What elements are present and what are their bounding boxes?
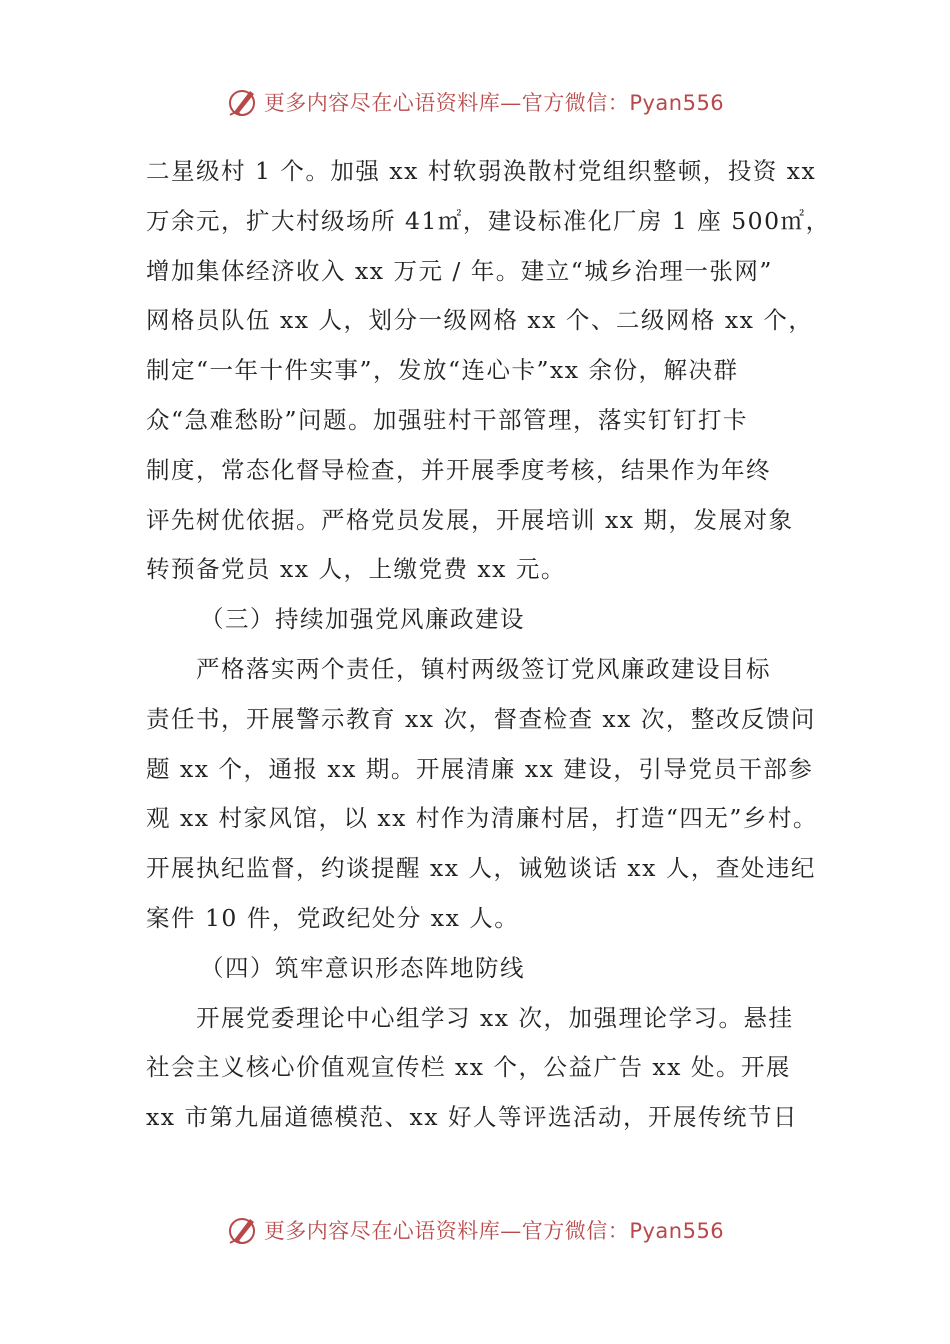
watermark-label: 更多内容尽在心语资料库—官方微信： <box>263 1219 630 1243</box>
text-line: 众“急难愁盼”问题。加强驻村干部管理，落实钉钉打卡 <box>146 405 749 434</box>
document-body <box>146 147 831 1143</box>
text-line: 严格落实两个责任，镇村两级签订党风廉政建设目标 <box>196 654 771 683</box>
watermark-wechat-id: Pyan556 <box>629 1219 725 1243</box>
text-line: 转预备党员 xx 人，上缴党费 xx 元。 <box>146 555 566 584</box>
text-line: 制度，常态化督导检查，并开展季度考核，结果作为年终 <box>146 455 771 484</box>
text-line: 观 xx 村家风馆，以 xx 村作为清廉村居，打造“四无”乡村。 <box>146 804 818 833</box>
watermark-text <box>264 1215 724 1245</box>
text-line: 网格员队伍 xx 人，划分一级网格 xx 个、二级网格 xx 个， <box>146 306 814 335</box>
section-heading: （四）筑牢意识形态阵地防线 <box>200 953 525 982</box>
text-line: 增加集体经济收入 xx 万元 / 年。建立“城乡治理一张网” <box>146 256 773 285</box>
watermark-wechat-id: Pyan556 <box>629 91 725 115</box>
text-line: 开展执纪监督，约谈提醒 xx 人，诫勉谈话 xx 人，查处违纪 <box>146 854 816 883</box>
quill-pen-logo-icon <box>226 1213 260 1247</box>
watermark-label: 更多内容尽在心语资料库—官方微信： <box>263 91 630 115</box>
text-line: 社会主义核心价值观宣传栏 xx 个，公益广告 xx 处。开展 <box>146 1053 791 1082</box>
text-line: 制定“一年十件实事”，发放“连心卡”xx 余份，解决群 <box>146 356 739 385</box>
section-heading: （三）持续加强党风廉政建设 <box>200 605 525 634</box>
text-line: 评先树优依据。严格党员发展，开展培训 xx 期，发展对象 <box>146 505 794 534</box>
text-line: 二星级村 1 个。加强 xx 村软弱涣散村党组织整顿，投资 xx <box>146 157 817 185</box>
quill-pen-logo-icon <box>226 85 260 119</box>
header-watermark <box>0 80 950 124</box>
text-line: xx 市第九届道德模范、xx 好人等评选活动，开展传统节日 <box>146 1103 798 1132</box>
text-line: 万余元，扩大村级场所 41㎡，建设标准化厂房 1 座 500㎡， <box>146 206 831 235</box>
text-line: 开展党委理论中心组学习 xx 次，加强理论学习。悬挂 <box>196 1003 794 1032</box>
watermark-text <box>264 87 724 117</box>
footer-watermark <box>0 1208 950 1252</box>
text-line: 案件 10 件，党政纪处分 xx 人。 <box>146 903 520 932</box>
text-line: 责任书，开展警示教育 xx 次，督查检查 xx 次，整改反馈问 <box>146 704 816 733</box>
text-line: 题 xx 个，通报 xx 期。开展清廉 xx 建设，引导党员干部参 <box>146 754 814 783</box>
